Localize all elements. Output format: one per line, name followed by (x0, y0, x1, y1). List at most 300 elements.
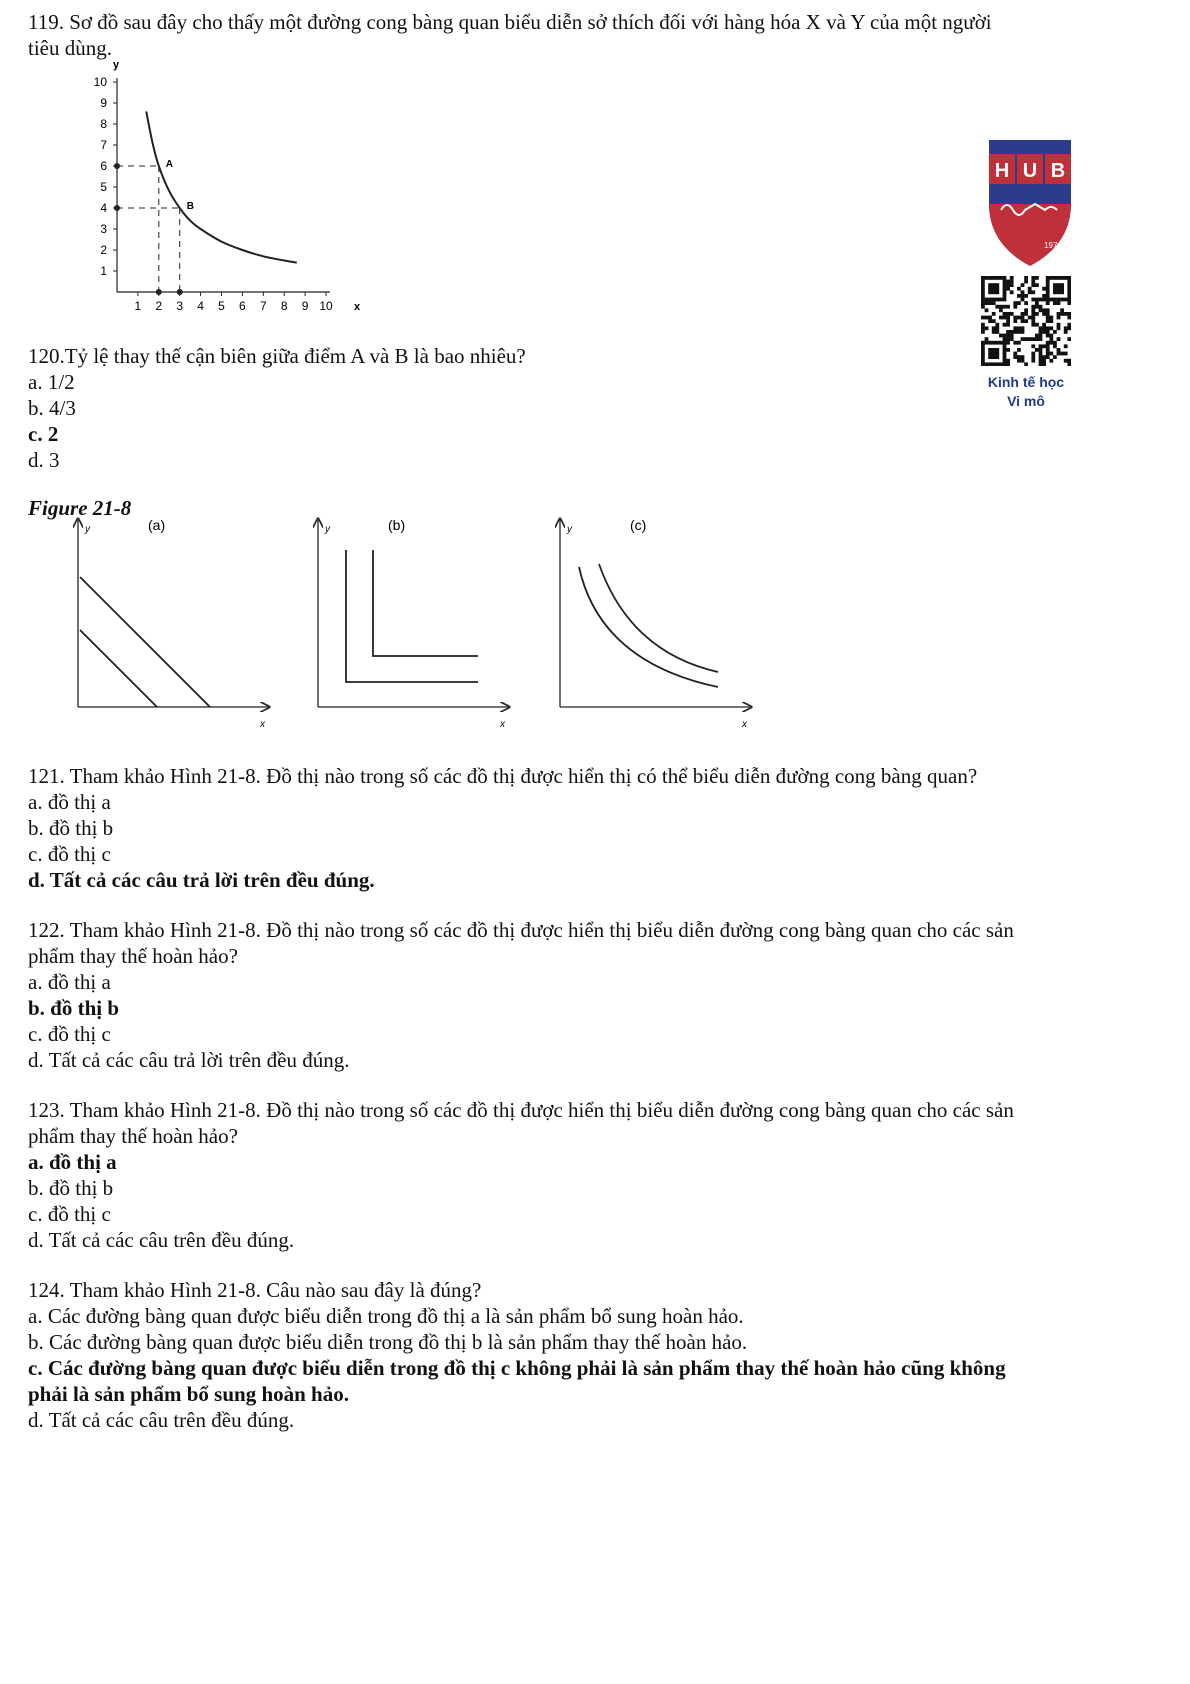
q124-option-b: b. Các đường bàng quan được biểu diễn trong đồ thị b là sản phẩm thay thế hoàn hảo. (28, 1330, 748, 1354)
qr-module (999, 362, 1003, 366)
qr-module (1039, 326, 1043, 330)
x-tick-label: 10 (319, 299, 333, 313)
qr-module (1010, 330, 1014, 334)
qr-module (1049, 359, 1053, 363)
qr-module (1046, 287, 1050, 291)
qr-module (981, 290, 985, 294)
qr-module (1039, 337, 1043, 341)
qr-module (1057, 301, 1061, 305)
y-axis-label: y (113, 59, 120, 71)
qr-module (1039, 330, 1043, 334)
qr-module (1067, 283, 1071, 287)
qr-module (1057, 337, 1061, 341)
qr-module (1049, 352, 1053, 356)
qr-module (1039, 352, 1043, 356)
qr-module (981, 344, 985, 348)
qr-module (1067, 298, 1071, 302)
q119-line2: tiêu dùng. (28, 36, 112, 60)
qr-module (981, 355, 985, 359)
qr-module (981, 352, 985, 356)
qr-module (1021, 330, 1025, 334)
q122-option-a: a. đồ thị a (28, 970, 111, 994)
qr-module (1060, 287, 1064, 291)
qr-module (985, 337, 989, 341)
qr-module (1057, 323, 1061, 327)
qr-module (1003, 355, 1007, 359)
y-tick-label: 2 (100, 243, 107, 257)
qr-module (1006, 359, 1010, 363)
qr-module (1042, 344, 1046, 348)
q121-option-a: a. đồ thị a (28, 790, 111, 814)
qr-module (1057, 348, 1061, 352)
qr-module (1028, 290, 1032, 294)
qr-module (995, 305, 999, 309)
qr-module (992, 352, 996, 356)
qr-module (1024, 301, 1028, 305)
logo-year: 1976 (1044, 241, 1062, 250)
q123-line2: phẩm thay thế hoàn hảo? (28, 1124, 238, 1148)
indifference-curve-chart (85, 55, 385, 320)
qr-module (1006, 287, 1010, 291)
qr-module (1006, 330, 1010, 334)
qr-module (1064, 359, 1068, 363)
qr-module (1039, 298, 1043, 302)
panel-b-curve-lower (346, 550, 478, 682)
qr-module (1003, 334, 1007, 338)
qr-module (1064, 276, 1068, 280)
qr-module (1039, 308, 1043, 312)
qr-module (1017, 316, 1021, 320)
qr-module (1060, 312, 1064, 316)
qr-module (1060, 298, 1064, 302)
chart-points (114, 159, 194, 295)
q122-line2: phẩm thay thế hoàn hảo? (28, 944, 238, 968)
qr-module (981, 294, 985, 298)
q124-question: 124. Tham khảo Hình 21-8. Câu nào sau đây là đúng? (28, 1278, 482, 1302)
qr-module (981, 316, 985, 320)
q119-line1: 119. Sơ đồ sau đây cho thấy một đường cong bàng quan biểu diễn sở thích đối với hàng hóa X và Y của một người (28, 10, 992, 34)
qr-module (992, 330, 996, 334)
qr-module (1010, 280, 1014, 284)
qr-module (1017, 359, 1021, 363)
qr-module (1046, 301, 1050, 305)
panel-c-label: (c) (630, 517, 647, 533)
qr-module (1031, 312, 1035, 316)
qr-module (1057, 316, 1061, 320)
qr-module (1013, 355, 1017, 359)
panel-b-curve-upper (373, 550, 478, 656)
q124-option-d: d. Tất cả các câu trên đều đúng. (28, 1408, 295, 1432)
qr-module (1064, 352, 1068, 356)
qr-module (1028, 287, 1032, 291)
axis-dot-x (177, 289, 183, 295)
qr-module (1046, 312, 1050, 316)
qr-module (1035, 337, 1039, 341)
qr-module (1003, 280, 1007, 284)
qr-module (1067, 294, 1071, 298)
qr-module (999, 316, 1003, 320)
qr-module (1006, 348, 1010, 352)
qr-module (1067, 323, 1071, 327)
qr-module (1021, 319, 1025, 323)
qr-module (1042, 298, 1046, 302)
qr-module (1060, 276, 1064, 280)
qr-module (1006, 312, 1010, 316)
qr-module (1035, 334, 1039, 338)
q121-option-b: b. đồ thị b (28, 816, 114, 840)
qr-module (1003, 348, 1007, 352)
qr-module (988, 298, 992, 302)
qr-module (1049, 326, 1053, 330)
logo-shield-red (989, 204, 1071, 266)
qr-module (981, 287, 985, 291)
qr-module (981, 323, 985, 327)
qr-module (1017, 341, 1021, 345)
qr-module (1049, 319, 1053, 323)
qr-module (1064, 330, 1068, 334)
panel-c-curve-upper (599, 564, 718, 672)
qr-module (1042, 294, 1046, 298)
qr-module (1035, 312, 1039, 316)
figure-21-8 (60, 512, 800, 734)
qr-module (1013, 316, 1017, 320)
qr-module (1035, 348, 1039, 352)
qr-module (1031, 283, 1035, 287)
qr-module (1031, 337, 1035, 341)
qr-module (1039, 334, 1043, 338)
qr-module (1017, 330, 1021, 334)
qr-module (1006, 341, 1010, 345)
qr-module (985, 308, 989, 312)
qr-module (1053, 298, 1057, 302)
panel-a-label: (a) (148, 517, 166, 533)
qr-module (1042, 323, 1046, 327)
qr-module (1017, 294, 1021, 298)
q123-option-b: b. đồ thị b (28, 1176, 114, 1200)
qr-module (988, 283, 992, 287)
qr-module (1006, 362, 1010, 366)
qr-module (1010, 312, 1014, 316)
qr-module (1017, 348, 1021, 352)
qr-module (1031, 280, 1035, 284)
qr-module (1024, 337, 1028, 341)
qr-module (992, 326, 996, 330)
qr-module (981, 341, 985, 345)
qr-module (992, 319, 996, 323)
qr-module (992, 287, 996, 291)
qr-module (1042, 359, 1046, 363)
qr-module (1031, 355, 1035, 359)
qr-module (1053, 355, 1057, 359)
q120-option-c: c. 2 (28, 422, 59, 446)
qr-module (1021, 316, 1025, 320)
qr-module (1021, 283, 1025, 287)
qr-module (1013, 319, 1017, 323)
qr-module (1024, 319, 1028, 323)
qr-module (1057, 298, 1061, 302)
qr-module (1024, 312, 1028, 316)
qr-module (981, 359, 985, 363)
qr-module (1057, 290, 1061, 294)
qr-module (1046, 290, 1050, 294)
qr-module (1013, 326, 1017, 330)
qr-module (988, 355, 992, 359)
qr-module (985, 298, 989, 302)
logo-caption-1: Kinh tế học (987, 374, 1065, 390)
qr-module (1042, 326, 1046, 330)
qr-module (992, 312, 996, 316)
qr-module (1057, 312, 1061, 316)
chart-axes (117, 78, 330, 292)
qr-module (1024, 362, 1028, 366)
qr-module (1006, 323, 1010, 327)
qr-module (995, 348, 999, 352)
qr-module (1049, 337, 1053, 341)
qr-module (985, 301, 989, 305)
qr-module (1042, 362, 1046, 366)
qr-module (988, 341, 992, 345)
panel-c-ylabel: y (567, 524, 572, 535)
logo-letter-b: B (1050, 160, 1066, 182)
qr-module (1046, 334, 1050, 338)
x-axis-label: x (354, 301, 361, 313)
chart-ticks (94, 75, 333, 313)
chart-guides (117, 166, 180, 292)
qr-module (1024, 276, 1028, 280)
qr-module (1013, 330, 1017, 334)
hub-logo (985, 140, 1075, 268)
qr-module (1021, 359, 1025, 363)
qr-module (1017, 355, 1021, 359)
qr-module (1046, 319, 1050, 323)
q123-line1: 123. Tham khảo Hình 21-8. Đồ thị nào trong số các đồ thị được hiển thị biểu diễn đường cong bàng quan cho các sản (28, 1098, 1014, 1122)
q121-option-c: c. đồ thị c (28, 842, 111, 866)
axis-dot-x (156, 289, 162, 295)
qr-module (1057, 352, 1061, 356)
qr-module (1021, 312, 1025, 316)
qr-module (988, 301, 992, 305)
qr-module (1013, 352, 1017, 356)
y-tick-label: 3 (100, 222, 107, 236)
qr-module (985, 362, 989, 366)
qr-module (995, 330, 999, 334)
q124-option-c-line1: c. Các đường bàng quan được biểu diễn trong đồ thị c không phải là sản phẩm thay thế hoàn hảo cũng không (28, 1356, 1006, 1380)
qr-module (1046, 344, 1050, 348)
qr-module (1013, 301, 1017, 305)
qr-module (1042, 308, 1046, 312)
qr-module (995, 290, 999, 294)
qr-module (1039, 362, 1043, 366)
qr-module (1003, 294, 1007, 298)
qr-module (992, 298, 996, 302)
qr-module (1003, 276, 1007, 280)
qr-module (1046, 330, 1050, 334)
qr-module (995, 326, 999, 330)
qr-module (1003, 352, 1007, 356)
qr-module (988, 362, 992, 366)
qr-module (981, 298, 985, 302)
qr-module (1064, 298, 1068, 302)
indifference-curve (146, 111, 296, 262)
qr-module (1064, 312, 1068, 316)
qr-module (1035, 283, 1039, 287)
qr-module (1028, 337, 1032, 341)
qr-module (992, 348, 996, 352)
qr-module (1035, 301, 1039, 305)
qr-module (1006, 283, 1010, 287)
qr-module (999, 341, 1003, 345)
qr-module (988, 316, 992, 320)
qr-module (1046, 283, 1050, 287)
qr-module (1006, 337, 1010, 341)
qr-module (1053, 330, 1057, 334)
y-tick-label: 5 (100, 180, 107, 194)
logo-letter-h: H (994, 160, 1010, 182)
qr-module (992, 276, 996, 280)
qr-module (1067, 326, 1071, 330)
panel-b (318, 517, 508, 730)
qr-module (1053, 290, 1057, 294)
qr-module (1067, 287, 1071, 291)
x-tick-label: 2 (155, 299, 163, 313)
qr-module (1042, 312, 1046, 316)
qr-module (1017, 326, 1021, 330)
panel-b-label: (b) (388, 517, 406, 533)
qr-module (1042, 330, 1046, 334)
logo-caption-2: Vi mô (1007, 393, 1045, 409)
qr-module (1046, 326, 1050, 330)
qr-module (1003, 312, 1007, 316)
qr-module (999, 308, 1003, 312)
qr-module (1003, 362, 1007, 366)
qr-module (1021, 355, 1025, 359)
y-tick-label: 9 (100, 96, 107, 110)
qr-module (981, 362, 985, 366)
qr-module (1039, 348, 1043, 352)
panel-b-ylabel: y (325, 524, 330, 535)
y-tick-label: 10 (93, 75, 107, 89)
panel-a-ylabel: y (85, 524, 90, 535)
qr-module (1042, 287, 1046, 291)
qr-module (1042, 355, 1046, 359)
qr-module (981, 326, 985, 330)
qr-module (1035, 305, 1039, 309)
q120-question: 120.Tỷ lệ thay thế cận biên giữa điểm A và B là bao nhiêu? (28, 344, 526, 368)
qr-module (1046, 308, 1050, 312)
panel-c-xlabel: x (742, 719, 747, 730)
qr-module (1067, 316, 1071, 320)
qr-module (1031, 298, 1035, 302)
qr-module (992, 290, 996, 294)
q123-option-a: a. đồ thị a (28, 1150, 117, 1174)
qr-module (1006, 334, 1010, 338)
qr-module (1067, 362, 1071, 366)
qr-module (981, 330, 985, 334)
qr-module (1053, 287, 1057, 291)
x-tick-label: 8 (280, 299, 288, 313)
qr-module (1003, 359, 1007, 363)
qr-module (1060, 352, 1064, 356)
qr-module (1067, 337, 1071, 341)
qr-module (995, 341, 999, 345)
qr-module (981, 348, 985, 352)
qr-module (1035, 323, 1039, 327)
qr-module (1003, 344, 1007, 348)
qr-module (988, 287, 992, 291)
qr-module (988, 348, 992, 352)
qr-module (999, 334, 1003, 338)
qr-module (985, 341, 989, 345)
qr-module (1046, 348, 1050, 352)
qr-module (1049, 276, 1053, 280)
q122-option-d: d. Tất cả các câu trả lời trên đều đúng. (28, 1048, 350, 1072)
qr-module (1035, 298, 1039, 302)
qr-module (1003, 337, 1007, 341)
qr-module (995, 362, 999, 366)
qr-module (992, 355, 996, 359)
qr-module (1057, 283, 1061, 287)
qr-module (988, 276, 992, 280)
qr-module (988, 290, 992, 294)
qr-module (1046, 352, 1050, 356)
q124-option-a: a. Các đường bàng quan được biểu diễn trong đồ thị a là sản phẩm bổ sung hoàn hảo. (28, 1304, 744, 1328)
qr-module (1021, 337, 1025, 341)
qr-module (1049, 298, 1053, 302)
qr-module (1046, 355, 1050, 359)
qr-module (985, 276, 989, 280)
panel-a-line-upper (80, 577, 210, 707)
qr-module (992, 362, 996, 366)
qr-module (1021, 290, 1025, 294)
q121-option-d: d. Tất cả các câu trả lời trên đều đúng. (28, 868, 375, 892)
q122-option-c: c. đồ thị c (28, 1022, 111, 1046)
y-tick-label: 1 (100, 264, 107, 278)
qr-module (1006, 280, 1010, 284)
qr-module (1010, 276, 1014, 280)
qr-module (999, 276, 1003, 280)
qr-module (1003, 305, 1007, 309)
x-tick-label: 7 (259, 299, 267, 313)
qr-module (1067, 290, 1071, 294)
qr-module (1060, 308, 1064, 312)
qr-module (1003, 287, 1007, 291)
qr-module (1067, 276, 1071, 280)
qr-module (1053, 301, 1057, 305)
qr-module (1046, 280, 1050, 284)
qr-module (1039, 359, 1043, 363)
q120-option-b: b. 4/3 (28, 396, 76, 420)
qr-module (1053, 344, 1057, 348)
point-label: B (186, 201, 194, 212)
qr-module (1031, 344, 1035, 348)
qr-module (1006, 316, 1010, 320)
q121-question: 121. Tham khảo Hình 21-8. Đồ thị nào trong số các đồ thị được hiển thị có thể biểu diễn đường cong bàng quan? (28, 764, 978, 788)
panel-c-curve-lower (579, 567, 718, 687)
qr-module (995, 276, 999, 280)
x-tick-label: 4 (197, 299, 204, 313)
axis-dot-y (114, 163, 120, 169)
qr-module (1031, 359, 1035, 363)
qr-module (999, 298, 1003, 302)
qr-module (1039, 344, 1043, 348)
qr-module (1046, 276, 1050, 280)
x-tick-label: 6 (239, 299, 246, 313)
qr-module (992, 341, 996, 345)
qr-module (1006, 319, 1010, 323)
qr-module (1031, 305, 1035, 309)
qr-module (1031, 316, 1035, 320)
qr-module (1024, 280, 1028, 284)
